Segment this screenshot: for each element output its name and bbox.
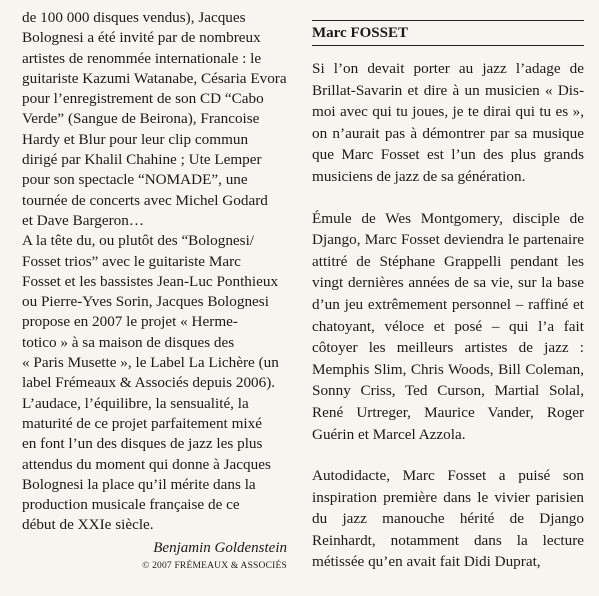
text-line: propose en 2007 le projet « Herme-: [22, 313, 238, 331]
paragraph-intro: Si l’on devait porter au jazz l’adage de Brillat-Savarin et dire à un musicien « Dis-moi avec qui tu joues, je te dirai qui tu es », on n’aurait pas à démontrer par sa musique que Marc Fosset est l’un des plus grands musiciens de jazz de sa génération.: [312, 60, 584, 185]
text-line: en font l’un des disques de jazz les plus: [22, 435, 263, 453]
text-line: guitariste Kazumi Watanabe, Césaria Evora: [22, 69, 287, 87]
text-line: Fosset trios” avec le guitariste Marc: [22, 252, 241, 270]
text-line: totico » à sa maison de disques des: [22, 333, 235, 351]
text-line: production musicale française de ce: [22, 496, 240, 514]
text-line: Bolognesi a été invité par de nombreux: [22, 29, 261, 47]
text-line: L’audace, l’équilibre, la sensualité, la: [22, 394, 249, 412]
text-line: Fosset et les bassistes Jean-Luc Ponthieux: [22, 272, 279, 290]
text-line: pour son spectacle “NOMADE”, une: [22, 171, 248, 189]
text-line: pour l’enregistrement de son CD “Cabo: [22, 90, 264, 108]
text-line: A la tête du, ou plutôt des “Bolognesi/: [22, 232, 255, 250]
text-line: début de XXIe siècle.: [22, 516, 154, 534]
text-line: artistes de renommée internationale : le: [22, 49, 262, 67]
text-line: Bolognesi la place qu’il mérite dans la: [22, 475, 256, 493]
copyright-notice: © 2007 FRÉMEAUX & ASSOCIÉS: [142, 560, 287, 571]
text-line: dirigé par Khalil Chahine ; Ute Lemper: [22, 151, 262, 169]
text-line: Verde” (Sangue de Beirona), Francoise: [22, 110, 260, 128]
text-line: tournée de concerts avec Michel Godard: [22, 191, 268, 209]
right-column: [312, 20, 584, 593]
author-signature: Benjamin Goldenstein: [153, 539, 287, 556]
left-text: [22, 8, 287, 536]
text-line: « Paris Musette », le Label La Lichère (un: [22, 354, 279, 372]
paragraph-influences: Autodidacte, Marc Fosset a puisé son inspiration première dans le vivier parisien du jazz manouche hérité de Django Reinhardt, notamment dans la lecture métissée qu’en avait fait Didi Duprat,: [312, 467, 584, 571]
text-line: Hardy et Blur pour leur clip commun: [22, 130, 249, 148]
text-line: ou Pierre-Yves Sorin, Jacques Bolognesi: [22, 293, 269, 311]
section-heading: Marc FOSSET: [312, 20, 584, 46]
text-line: et Dave Bargeron…: [22, 211, 145, 229]
left-column: [22, 8, 287, 573]
text-line: de 100 000 disques vendus), Jacques: [22, 9, 246, 26]
text-line: label Frémeaux & Associés depuis 2006).: [22, 374, 276, 392]
text-line: attendus du moment qui donne à Jacques: [22, 455, 271, 473]
text-line: maturité de ce projet parfaitement mixé: [22, 414, 262, 432]
paragraph-career: Émule de Wes Montgomery, disciple de Django, Marc Fosset deviendra le partenaire attitré de Stéphane Grappelli pendant les vingt dernières années de sa vie, sur la base d’un jeu extrêmement personnel – raffiné et chatoyant, véloce et posé – qui l’a fait côtoyer les meilleurs artistes de jazz : Memphis Slim, Chris Woods, Bill Coleman, Sonny Criss, Ted Curson, Martial Solal, René Urtreger, Maurice Vander, Roger Guérin et Marcel Azzola.: [312, 209, 584, 443]
